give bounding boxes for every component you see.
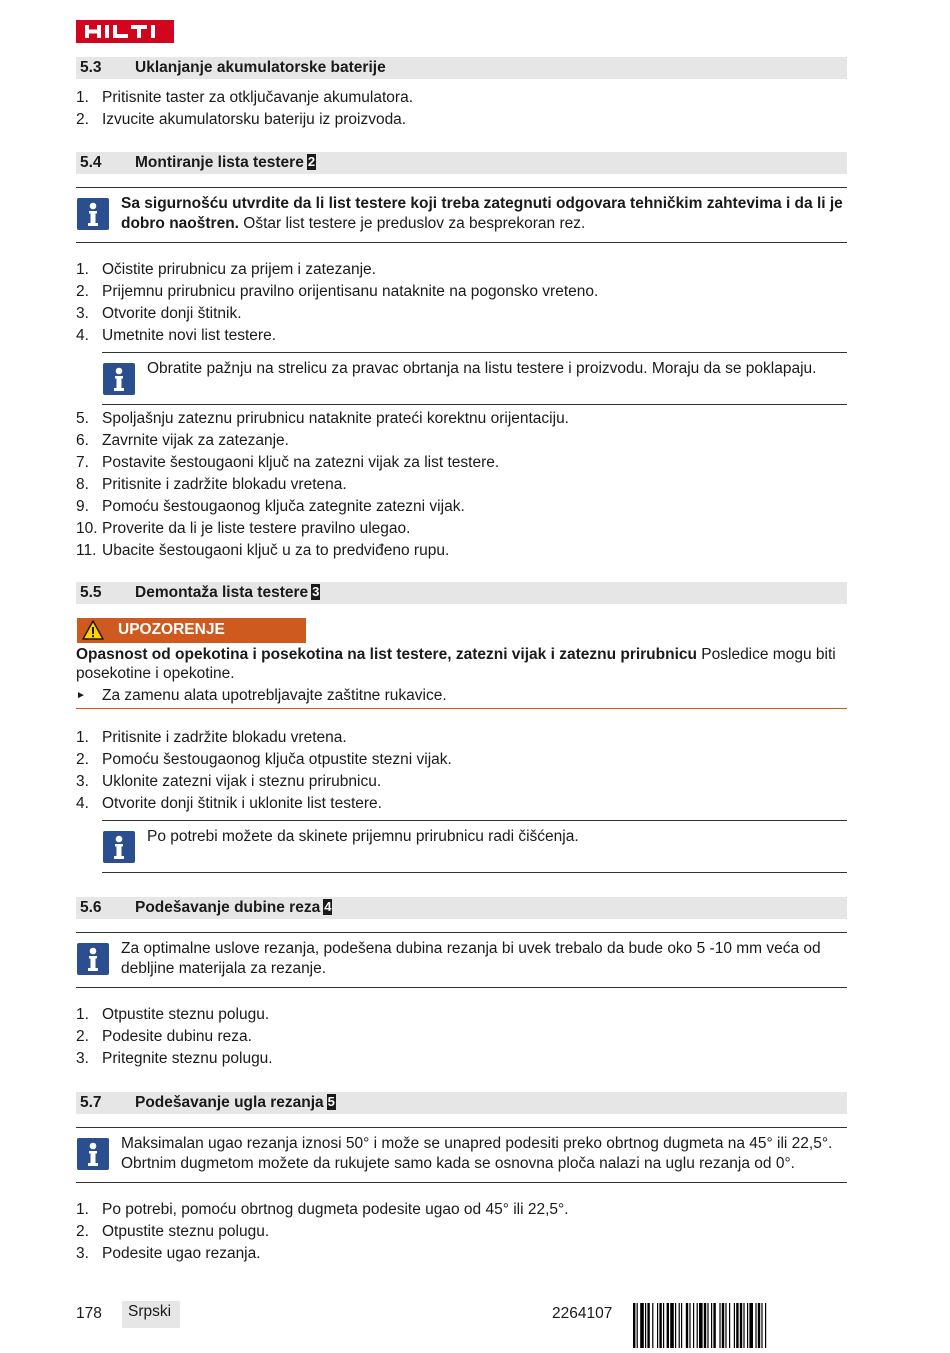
- step-number: 8.: [76, 476, 89, 493]
- list-item: [76, 727, 856, 749]
- section-title: [135, 154, 316, 172]
- bullet-text: Za zamenu alata upotrebljavajte zaštitne rukavice.: [102, 687, 447, 704]
- list-item: [76, 1243, 856, 1265]
- list-item: [76, 109, 856, 131]
- step-number: 6.: [76, 432, 89, 449]
- list-item: [76, 87, 856, 109]
- step-number: 2.: [76, 1028, 89, 1045]
- figure-ref: 5: [327, 1094, 335, 1109]
- info-note: [102, 820, 847, 873]
- step-text: Spoljašnju zateznu prirubnicu nataknite prateći korektnu orijentaciju.: [102, 410, 569, 427]
- step-text: Otpustite steznu polugu.: [102, 1223, 270, 1240]
- barcode: [633, 1303, 847, 1348]
- list-item: [76, 474, 856, 496]
- step-number: 1.: [76, 1006, 89, 1023]
- step-number: 3.: [76, 773, 89, 790]
- step-text: Uklonite zatezni vijak i steznu prirubnicu.: [102, 773, 382, 790]
- warning-label-text: UPOZORENJE: [118, 621, 225, 638]
- info-icon: [77, 943, 109, 975]
- section-title: [135, 1094, 336, 1112]
- page-number: 178: [76, 1305, 102, 1322]
- section-number: 5.4: [80, 154, 102, 171]
- step-number: 7.: [76, 454, 89, 471]
- list-item: [76, 771, 856, 793]
- step-number: 2.: [76, 1223, 89, 1240]
- step-list-5-4a: [76, 259, 856, 347]
- list-item: [76, 281, 856, 303]
- note-text: Za optimalne uslove rezanja, podešena dubina rezanja bi uvek trebalo da bude oko 5 -10 mm veća od debljine materijala za rezanje.: [121, 940, 821, 977]
- section-title-text: Podešavanje dubine reza: [135, 899, 321, 916]
- step-text: Podesite ugao rezanja.: [102, 1245, 261, 1262]
- step-number: 4.: [76, 327, 89, 344]
- arrow-right-icon: ►: [76, 690, 86, 701]
- step-number: 5.: [76, 410, 89, 427]
- note-bold-text: Sa sigurnošću utvrdite da li list testere koji treba zategnuti odgovara tehničkim zahtevima i da li je dobro naoštren.: [121, 195, 843, 232]
- step-number: 11.: [76, 542, 97, 559]
- section-title-text: Montiranje lista testere: [135, 154, 304, 171]
- step-list-5-6: [76, 1004, 856, 1070]
- step-text: Podesite dubinu reza.: [102, 1028, 252, 1045]
- figure-ref: 2: [307, 154, 316, 169]
- list-item: [76, 1026, 856, 1048]
- doc-number: 2264107: [552, 1305, 613, 1322]
- warning-bold-text: Opasnost od opekotina i posekotina na list testere, zatezni vijak i zateznu prirubnicu: [76, 646, 697, 663]
- step-text: Izvucite akumulatorsku bateriju iz proizvoda.: [102, 111, 407, 128]
- note-text: Maksimalan ugao rezanja iznosi 50° i može se unapred podesiti preko obrtnog dugmeta na 45° ili 22,5°. Obrtnim dugmetom možete da rukujete samo kada se osnovna ploča nalazi na uglu rezanja od 0°.: [121, 1135, 833, 1172]
- step-number: 3.: [76, 1050, 89, 1067]
- language-box: [122, 1301, 180, 1328]
- step-number: 3.: [76, 305, 89, 322]
- step-number: 2.: [76, 751, 89, 768]
- section-number: 5.6: [80, 899, 102, 916]
- note-text: Obratite pažnju na strelicu za pravac obrtanja na listu testere i proizvodu. Moraju da se poklapaju.: [147, 360, 817, 377]
- step-number: 1.: [76, 1201, 89, 1218]
- step-text: Pritegnite steznu polugu.: [102, 1050, 273, 1067]
- step-text: Proverite da li je liste testere pravilno ulegao.: [102, 520, 411, 537]
- list-item: [76, 1199, 856, 1221]
- step-text: Ubacite šestougaoni ključ u za to predviđeno rupu.: [102, 542, 450, 559]
- list-item: [76, 325, 856, 347]
- step-text: Umetnite novi list testere.: [102, 327, 277, 344]
- step-number: 2.: [76, 283, 89, 300]
- step-number: 9.: [76, 498, 89, 515]
- section-header-5-4: [76, 152, 847, 174]
- step-number: 1.: [76, 89, 89, 106]
- list-item: [76, 259, 856, 281]
- note-text: Oštar list testere je preduslov za besprekoran rez.: [238, 215, 586, 232]
- warning-label: [77, 618, 306, 643]
- step-number: 2.: [76, 111, 89, 128]
- list-item: [76, 749, 856, 771]
- list-item: [76, 793, 856, 815]
- info-icon: [103, 831, 135, 863]
- step-text: Pritisnite i zadržite blokadu vretena.: [102, 476, 347, 493]
- step-list-5-4b: [76, 408, 856, 562]
- step-list-5-7: [76, 1199, 856, 1265]
- step-text: Očistite prirubnicu za prijem i zatezanje.: [102, 261, 376, 278]
- step-text: Otvorite donji štitnik.: [102, 305, 242, 322]
- list-item: [76, 303, 856, 325]
- step-number: 1.: [76, 261, 89, 278]
- list-item: [76, 1221, 856, 1243]
- step-number: 3.: [76, 1245, 89, 1262]
- list-item: [76, 430, 856, 452]
- step-list-5-3: [76, 87, 856, 131]
- warning-icon: [82, 620, 104, 640]
- step-list-5-5: [76, 727, 856, 815]
- info-icon: [77, 198, 109, 230]
- list-item: [76, 1004, 856, 1026]
- list-item: [76, 540, 856, 562]
- section-number: 5.5: [80, 584, 102, 601]
- info-note: [76, 187, 847, 243]
- note-text: Po potrebi možete da skinete prijemnu prirubnicu radi čišćenja.: [147, 828, 579, 845]
- list-item: [76, 408, 856, 430]
- section-header-5-6: [76, 897, 847, 919]
- list-item: [76, 496, 856, 518]
- step-number: 1.: [76, 729, 89, 746]
- step-number: 10.: [76, 520, 98, 537]
- warning-text: [76, 645, 848, 683]
- info-icon: [103, 363, 135, 395]
- figure-ref: 3: [312, 584, 320, 599]
- warning-divider: [76, 708, 847, 709]
- info-note: [102, 352, 847, 405]
- section-title-text: Demontaža lista testere: [135, 584, 309, 601]
- list-item: [76, 518, 856, 540]
- language-label: Srpski: [128, 1303, 172, 1320]
- info-note: [76, 932, 847, 988]
- section-title-text: Podešavanje ugla rezanja: [135, 1094, 324, 1111]
- section-number: 5.3: [80, 59, 102, 76]
- warning-rest-text: Posledice mogu biti posekotine i opekotine.: [76, 646, 836, 682]
- section-header-5-3: [76, 57, 847, 79]
- list-item: [76, 1048, 856, 1070]
- section-number: 5.7: [80, 1094, 102, 1111]
- step-text: Pomoću šestougaonog ključa otpustite stezni vijak.: [102, 751, 452, 768]
- step-text: Postavite šestougaoni ključ na zatezni vijak za list testere.: [102, 454, 500, 471]
- info-icon: [77, 1138, 109, 1170]
- step-text: Pomoću šestougaonog ključa zategnite zatezni vijak.: [102, 498, 465, 515]
- figure-ref: 4: [324, 899, 332, 914]
- step-text: Pritisnite taster za otključavanje akumulatora.: [102, 89, 414, 106]
- info-note: [76, 1127, 847, 1183]
- list-item: [76, 452, 856, 474]
- step-number: 4.: [76, 795, 89, 812]
- section-header-5-5: [76, 582, 847, 604]
- step-text: Otpustite steznu polugu.: [102, 1006, 270, 1023]
- hilti-logo: [76, 20, 174, 43]
- step-text: Po potrebi, pomoću obrtnog dugmeta podesite ugao od 45° ili 22,5°.: [102, 1201, 569, 1218]
- section-title: [135, 584, 320, 602]
- section-title: Uklanjanje akumulatorske baterije: [135, 59, 386, 76]
- step-text: Otvorite donji štitnik i uklonite list testere.: [102, 795, 382, 812]
- section-header-5-7: [76, 1092, 847, 1114]
- step-text: Pritisnite i zadržite blokadu vretena.: [102, 729, 347, 746]
- step-text: Prijemnu prirubnicu pravilno orijentisanu nataknite na pogonsko vreteno.: [102, 283, 599, 300]
- step-text: Zavrnite vijak za zatezanje.: [102, 432, 289, 449]
- section-title: [135, 899, 332, 917]
